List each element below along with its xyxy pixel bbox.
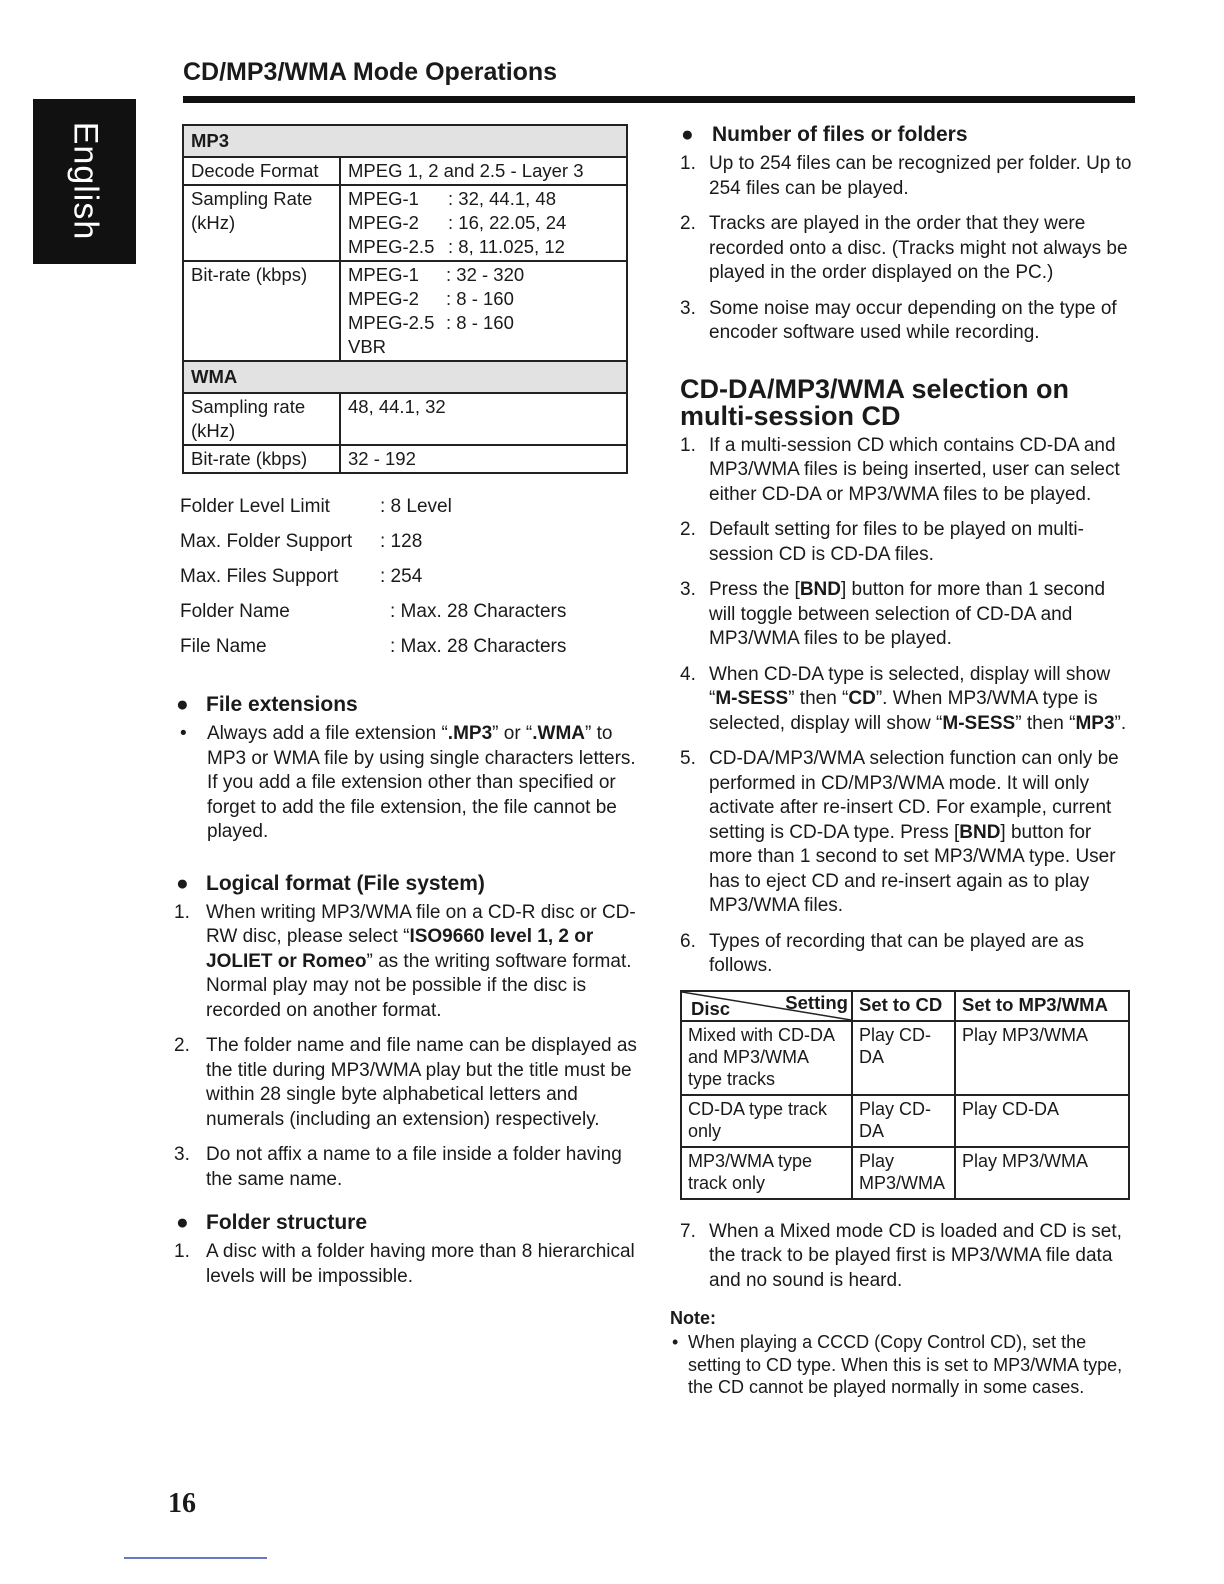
cd-cell: Play CD-DA (852, 1021, 955, 1095)
logical-format-heading: ● Logical format (File system) (170, 871, 640, 897)
bitrate-values (340, 261, 627, 361)
text: Up to 254 files can be recognized per folder. Up to 254 files can be played. (709, 153, 1132, 199)
bnd-key: BND (799, 579, 841, 600)
limit-value: : 8 Level (380, 496, 452, 517)
version: MPEG-2 (348, 288, 419, 309)
display-msess: M-SESS (715, 688, 789, 709)
display-mp3: MP3 (1075, 712, 1115, 734)
multisession-heading-line1: CD-DA/MP3/WMA selection on (680, 373, 1070, 404)
display-msess: M-SESS (942, 712, 1016, 734)
version: MPEG-1 (348, 188, 419, 209)
list-item (180, 495, 640, 530)
table-row (681, 1095, 1129, 1147)
limit-label: Folder Name (180, 601, 290, 622)
sampling-values (340, 185, 627, 261)
list-item: • Always add a file extension “.MP3” or “.WMA” to MP3 or WMA file by using single characters letters. If you add a file extension other than specified or forget to add the file extension, the file cannot be played. (180, 723, 636, 842)
table-row (183, 261, 627, 361)
limit-label: Max. Files Support (180, 566, 339, 587)
language-tab-label: English (66, 121, 105, 241)
table-row (183, 157, 627, 185)
text: Types of recording that can be played are as follows. (709, 930, 1084, 976)
list-item: 2. Tracks are played in the order that they were recorded onto a disc. (Tracks might not always be played in the order displayed on the PC.) (680, 213, 1128, 283)
wma-sampling-label-line1: Sampling rate (191, 396, 306, 417)
list-item (180, 635, 640, 670)
text: When writing MP3/WMA file on a CD-R disc or CD-RW disc, please select “ (206, 901, 636, 947)
rate: : 8 - 160 (446, 288, 514, 309)
folder-structure-heading: ● Folder structure (170, 1210, 640, 1236)
table-row (183, 393, 627, 445)
text: ” then “ (1015, 712, 1076, 734)
page-title: CD/MP3/WMA Mode Operations (183, 58, 558, 86)
text: If a multi-session CD which contains CD-DA and MP3/WMA files is being inserted, user can select either CD-DA or MP3/WMA files to be played. (709, 434, 1120, 505)
version: MPEG-2.5 (348, 236, 435, 257)
list-item: 1. Up to 254 files can be recognized per folder. Up to 254 files can be played. (680, 153, 1132, 199)
text: ] button for more than 1 second to set MP3/WMA type. User has to eject CD and re-insert again as to play MP3/WMA files. (709, 821, 1116, 916)
version: MPEG-2 (348, 212, 419, 233)
list-item: 5. CD-DA/MP3/WMA selection function can only be performed in CD/MP3/WMA mode. It will only activate after re-insert CD. For example, current setting is CD-DA type. Press [BND] button for more than 1 second to set MP3/WMA type. User has to eject CD and re-insert again as to play MP3/WMA files. (680, 748, 1119, 916)
wma-header: WMA (183, 361, 627, 393)
file-extensions-list (170, 722, 640, 845)
table-row (681, 1021, 1129, 1095)
title-rule (183, 96, 1135, 103)
sampling-row (348, 235, 620, 259)
mp3-header: MP3 (183, 125, 627, 157)
sampling-label (183, 185, 340, 261)
corner-disc: Disc (691, 997, 731, 1019)
text: Always add a file extension “ (207, 723, 448, 744)
disc-cell: MP3/WMA type track only (681, 1147, 852, 1199)
list-item: 2. Default setting for files to be played on multi-session CD is CD-DA files. (680, 519, 1084, 565)
text: ” to MP3 or WMA file by using single characters letters. If you add a file extension other than specified or forget to add the file extension, the file cannot be played. (207, 723, 636, 842)
limit-label: Folder Level Limit (180, 496, 330, 517)
limit-label: Max. Folder Support (180, 531, 353, 552)
list-item (180, 530, 640, 565)
list-item: 1. When writing MP3/WMA file on a CD-R disc or CD-RW disc, please select “ISO9660 level 1, 2 or JOLIET or Romeo” as the writing software format. Normal play may not be possible if the disc is recorded on another format. (174, 901, 636, 1021)
text: The folder name and file name can be displayed as the title during MP3/WMA play but the title must be within 28 single byte alphabetical letters and numerals (including an extension) respectively. (206, 1035, 637, 1130)
multisession-heading-line2: multi-session CD (680, 400, 901, 431)
ext-wma: .WMA (532, 723, 586, 744)
text: ” or “ (492, 723, 533, 744)
sampling-label-line2: (kHz) (191, 212, 236, 233)
files-folders-list (670, 152, 1136, 346)
bitrate-vbr: VBR (348, 336, 387, 357)
list-item: 3. Press the [BND] button for more than 1 second will toggle between selection of CD-DA and MP3/WMA files to be played. (680, 579, 1106, 649)
language-tab (33, 99, 136, 264)
multisession-list-continued (670, 1220, 1136, 1294)
wma-sampling-label-line2: (kHz) (191, 420, 236, 441)
text: ” then “ (788, 688, 849, 709)
wma-bitrate-value: 32 - 192 (340, 445, 627, 473)
cd-cell: Play CD-DA (852, 1095, 955, 1147)
decode-format-label: Decode Format (183, 157, 340, 185)
table-row (681, 1147, 1129, 1199)
limit-value: : Max. 28 Characters (390, 601, 567, 622)
wma-sampling-value: 48, 44.1, 32 (340, 393, 627, 445)
text: ”. (1114, 712, 1127, 734)
text: When a Mixed mode CD is loaded and CD is set, the track to be played first is MP3/WMA file data and no sound is heard. (709, 1220, 1122, 1291)
file-extensions-heading: ● File extensions (170, 692, 640, 718)
version: MPEG-2.5 (348, 312, 435, 333)
table-row (183, 185, 627, 261)
wma-bitrate-label: Bit-rate (kbps) (183, 445, 340, 473)
list-item: 4. When CD-DA type is selected, display will show “M-SESS” then “CD”. When MP3/WMA type is selected, display will show “M-SESS” then “MP3”. (680, 663, 1127, 734)
disc-cell: CD-DA type track only (681, 1095, 852, 1147)
list-item (180, 600, 640, 635)
sampling-label-line1: Sampling Rate (191, 188, 313, 209)
rate: : 16, 22.05, 24 (448, 212, 567, 233)
limit-value: : 254 (380, 566, 423, 587)
list-item: 6. Types of recording that can be played are as follows. (680, 930, 1084, 976)
files-folders-heading: ● Number of files or folders (670, 122, 1136, 148)
ext-mp3: .MP3 (447, 723, 493, 744)
col-set-to-cd: Set to CD (852, 991, 955, 1021)
rate: : 8, 11.025, 12 (448, 236, 565, 257)
disc-cell: Mixed with CD-DA and MP3/WMA type tracks (681, 1021, 852, 1095)
right-column (670, 122, 1136, 1399)
footer-rule (124, 1557, 267, 1559)
bitrate-row (348, 287, 620, 311)
text: Tracks are played in the order that they were recorded onto a disc. (Tracks might not always be played in the order displayed on the PC.) (709, 213, 1128, 283)
text: Press the [ (709, 579, 800, 600)
list-item: 1. If a multi-session CD which contains CD-DA and MP3/WMA files is being inserted, user can select either CD-DA or MP3/WMA files to be played. (680, 434, 1120, 505)
table-header-row (681, 991, 1129, 1021)
multisession-list (670, 434, 1136, 979)
text: Some noise may occur depending on the type of encoder software used while recording. (709, 297, 1117, 343)
rate: : 32, 44.1, 48 (448, 188, 557, 209)
folder-structure-list (170, 1240, 640, 1289)
col-set-to-mp3: Set to MP3/WMA (955, 991, 1129, 1021)
text: When playing a CCCD (Copy Control CD), set the setting to CD type. When this is set to MP3/WMA type, the CD cannot be played normally in some cases. (688, 1332, 1123, 1397)
mp3-cell: Play CD-DA (955, 1095, 1129, 1147)
version: MPEG-1 (348, 264, 419, 285)
mp3-cell: Play MP3/WMA (955, 1021, 1129, 1095)
limit-label: File Name (180, 636, 267, 657)
left-column (170, 124, 640, 1300)
note-list (670, 1331, 1136, 1399)
format-names: ISO9660 level 1, 2 or JOLIET or Romeo (206, 926, 594, 972)
limit-value: : Max. 28 Characters (390, 636, 567, 657)
list-item: 3. Do not affix a name to a file inside a folder having the same name. (174, 1144, 622, 1190)
text: Do not affix a name to a file inside a folder having the same name. (206, 1144, 622, 1190)
bitrate-row (348, 311, 620, 335)
list-item (180, 565, 640, 600)
decode-format-value: MPEG 1, 2 and 2.5 - Layer 3 (340, 157, 627, 185)
limit-value: : 128 (380, 531, 423, 552)
page-number: 16 (168, 1488, 196, 1519)
rate: : 8 - 160 (446, 312, 514, 333)
wma-sampling-label (183, 393, 340, 445)
spec-table (182, 124, 628, 474)
sampling-row (348, 187, 620, 211)
list-item: 2. The folder name and file name can be displayed as the title during MP3/WMA play but the title must be within 28 single byte alphabetical letters and numerals (including an extension) respectively. (174, 1035, 637, 1130)
rate: : 32 - 320 (446, 264, 525, 285)
limits-list (180, 495, 640, 670)
corner-cell (681, 991, 852, 1021)
text: CD-DA/MP3/WMA selection function can only be performed in CD/MP3/WMA mode. It will only activate after re-insert CD. For example, current setting is CD-DA type. Press [ (709, 748, 1119, 843)
logical-format-list (170, 901, 640, 1193)
display-cd: CD (848, 688, 876, 709)
text: ” as the writing software format. Normal play may not be possible if the disc is recorded on another format. (206, 950, 632, 1021)
text: When CD-DA type is selected, display will show “ (709, 663, 1111, 709)
text: ”. When MP3/WMA type is selected, display will show “ (709, 688, 1098, 734)
note-heading: Note: (670, 1308, 716, 1328)
table-row (183, 445, 627, 473)
text: Default setting for files to be played on multi-session CD is CD-DA files. (709, 519, 1084, 565)
text: A disc with a folder having more than 8 hierarchical levels will be impossible. (206, 1241, 635, 1287)
mode-table (680, 990, 1130, 1200)
multisession-heading (680, 373, 1136, 431)
list-item: 3. Some noise may occur depending on the type of encoder software used while recording. (680, 297, 1117, 343)
list-item: 1. A disc with a folder having more than 8 hierarchical levels will be impossible. (174, 1241, 635, 1287)
sampling-row (348, 211, 620, 235)
corner-setting: Setting (785, 991, 848, 1013)
list-item: 7. When a Mixed mode CD is loaded and CD is set, the track to be played first is MP3/WMA file data and no sound is heard. (680, 1220, 1122, 1291)
mp3-cell: Play MP3/WMA (955, 1147, 1129, 1199)
bnd-key: BND (959, 821, 1001, 843)
list-item: • When playing a CCCD (Copy Control CD), set the setting to CD type. When this is set to MP3/WMA type, the CD cannot be played normally in some cases. (672, 1332, 1123, 1397)
bitrate-row (348, 263, 620, 287)
bitrate-label: Bit-rate (kbps) (183, 261, 340, 361)
text: ] button for more than 1 second will toggle between selection of CD-DA and MP3/WMA files to be played. (709, 579, 1106, 649)
cd-cell: Play MP3/WMA (852, 1147, 955, 1199)
